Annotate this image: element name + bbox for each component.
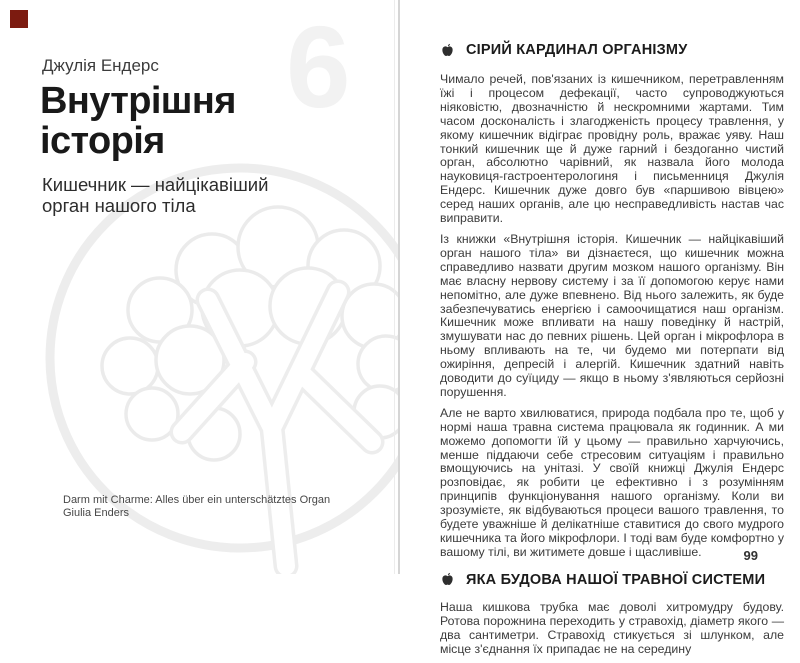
book-title-line2: історія xyxy=(40,120,165,162)
apple-icon xyxy=(440,572,455,587)
section-gray-cardinal xyxy=(440,42,784,560)
paragraph: Але не варто хвилюватися, природа подбала про те, щоб у нормі наша травна система працювала як годинник. А ми можемо допомогти їй у цьому — правильно харчуючись, менше піддаючи себе стресовим ситуаціям і правильно вмощуючись на унітазі. У своїй книжці Джулія Ендерс розповідає, як робити це ефективно і з розумінням принципів функціонування нашого організму. Коли ви зрозумієте, як відбуваються процеси вашого травлення, то будете уважніше й делікатніше ставитися до свого мудрого кишечника та його мікрофлори. І тоді вам буде комфортно у вашому тілі, ви житимете довше і щасливіше. xyxy=(440,405,784,559)
right-page-column xyxy=(440,42,784,663)
book-title xyxy=(40,81,236,161)
paragraph: Чимало речей, пов'язаних із кишечником, перетравленням їжі і процесом дефекації, часто супроводжуються ніяковістю, двозначністю й нескромними жартами. Тим часом досконалість і злагодженість процесу травлення, у якому кишечник відіграє провідну роль, вражає уяву. Наш тонкий кишечник ще й дуже гарний і бездоганно чистий орган, абсолютно чарівний, як назвала його молода науковиця-гастроентерологиня і письменниця Джулія Ендерс. Кишечник дуже довго був «паршивою вівцею» серед наших органів, але цю несправедливість настав час виправити. xyxy=(440,72,784,226)
paragraph: Наша кишкова трубка має доволі хитромудру будову. Ротова порожнина переходить у стравохід, діаметр якого — два сантиметри. Стравохід стикується зі шлунком, але місце з'єднання їх припадає не на середину xyxy=(440,599,784,656)
section-heading-text: ЯКА БУДОВА НАШОЇ ТРАВНОЇ СИСТЕМИ xyxy=(466,571,766,588)
paragraph: Із книжки «Внутрішня історія. Кишечник — найцікавіший орган нашого тіла» ви дізнаєтеся, що кишечник можна справедливо назвати другим мозком нашого організму. Він має власну нервову систему і за її допомогою керує нами непомітно, але дуже впевнено. Від нього залежить, як буде забезпечуватись енергією і самоочищатися наш організм. Кишечник може впливати на нашу поведінку й настрій, змушувати нас до певних рішень. Цей орган і мікрофлора в ньому впливають на те, чи будемо ми потерпати від ожиріння, депресій і алергій. Кишечник здатний навіть доводити до суїциду — якщо в ньому з'являються серйозні порушення. xyxy=(440,231,784,399)
section-heading xyxy=(440,572,784,588)
book-subtitle-line1: Кишечник — найцікавіший xyxy=(42,174,269,195)
book-subtitle xyxy=(42,174,268,216)
original-author-line: Giulia Enders xyxy=(63,507,130,519)
book-subtitle-line2: орган нашого тіла xyxy=(42,195,196,216)
page-gutter-shadow xyxy=(394,0,395,574)
original-title-credit xyxy=(63,494,330,520)
page-gutter-line xyxy=(398,0,400,574)
section-heading xyxy=(440,42,784,58)
book-title-line1: Внутрішня xyxy=(40,80,236,122)
original-title-line: Darm mit Charme: Alles über ein unterschätztes Organ xyxy=(63,494,331,506)
page-number: 99 xyxy=(743,548,758,563)
chapter-color-square xyxy=(10,10,28,28)
apple-icon xyxy=(440,43,455,58)
chapter-number-watermark: 6 xyxy=(286,2,351,132)
section-heading-text: СІРИЙ КАРДИНАЛ ОРГАНІЗМУ xyxy=(466,42,688,58)
section-digestive-structure xyxy=(440,572,784,657)
author-name: Джулія Ендерс xyxy=(42,56,159,75)
